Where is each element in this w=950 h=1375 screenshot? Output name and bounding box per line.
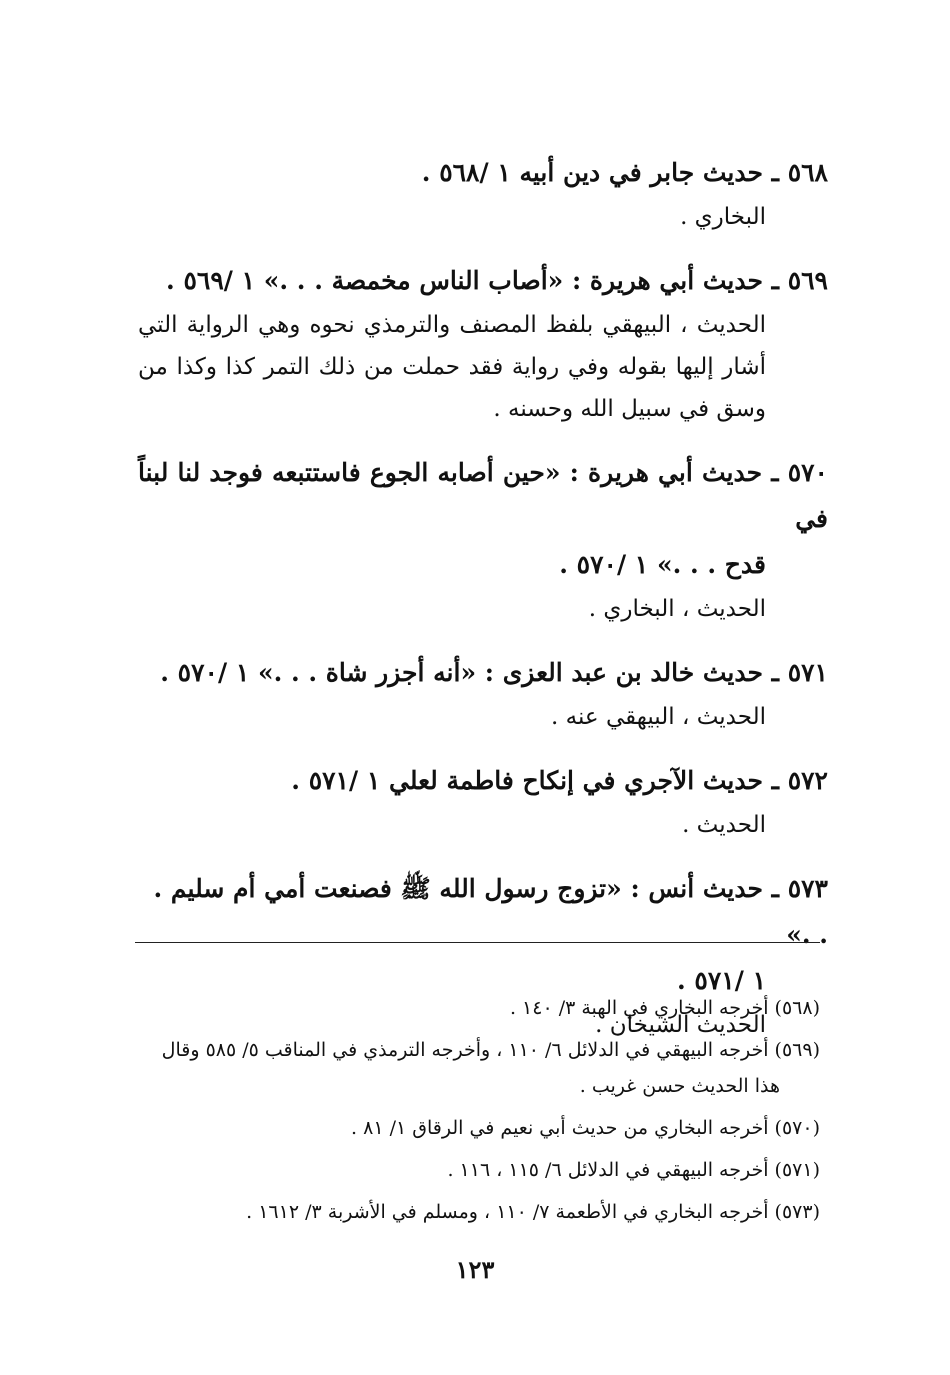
entry-heading-line1: ٥٧٣ ـ حديث أنس : «تزوج رسول الله ﷺ فصنعت أمي أم سليم . . .» — [153, 874, 828, 949]
footnote-divider — [135, 942, 820, 943]
footnote-568: (٥٦٨) أخرجه البخاري في الهبة ٣/ ١٤٠ . — [509, 997, 820, 1019]
entry-569 — [138, 258, 828, 430]
main-text — [138, 150, 828, 1066]
entry-571 — [138, 650, 828, 738]
entry-body: البخاري . — [680, 204, 766, 230]
page-number: ١٢٣ — [455, 1255, 495, 1284]
entry-body: الحديث ، البيهقي بلفظ المصنف والترمذي نحوه وهي الرواية التي أشار إليها بقوله وفي رواية فقد حملت من ذلك التمر كذا وكذا من وسق في سبيل الله وحسنه . — [138, 312, 766, 422]
footnote-570: (٥٧٠) أخرجه البخاري من حديث أبي نعيم في الرقاق ١/ ٨١ . — [351, 1117, 820, 1139]
entry-572 — [138, 758, 828, 846]
entry-heading-line1: ٥٧٠ ـ حديث أبي هريرة : «حين أصابه الجوع فاستتبعه فوجد لنا لبناً في — [138, 458, 828, 533]
entry-heading: ٥٦٩ ـ حديث أبي هريرة : «أصاب الناس مخمصة . . .» ١ /٥٦٩ . — [166, 266, 828, 295]
entry-568 — [138, 150, 828, 238]
footnote-571: (٥٧١) أخرجه البيهقي في الدلائل ٦/ ١١٥ ، ١١٦ . — [447, 1159, 820, 1181]
entry-heading — [138, 450, 828, 588]
entry-heading-line2: قدح . . .» ١ /٥٧٠ . — [559, 550, 766, 579]
entry-heading-line2: ١ /٥٧١ . — [677, 966, 766, 995]
entry-body: الحديث ، البخاري . — [588, 596, 766, 622]
entry-heading — [138, 866, 828, 1004]
entry-heading: ٥٧٢ ـ حديث الآجري في إنكاح فاطمة لعلي ١ /٥٧١ . — [291, 766, 828, 795]
entry-heading: ٥٦٨ ـ حديث جابر في دين أبيه ١ /٥٦٨ . — [421, 158, 828, 187]
footnote-line2: هذا الحديث حسن غريب . — [579, 1075, 780, 1097]
entry-heading: ٥٧١ ـ حديث خالد بن عبد العزى : «أنه أجزر شاة . . .» ١ /٥٧٠ . — [160, 658, 828, 687]
footnote-573: (٥٧٣) أخرجه البخاري في الأطعمة ٧/ ١١٠ ، ومسلم في الأشربة ٣/ ١٦١٢ . — [246, 1201, 820, 1223]
footnotes — [130, 990, 820, 1236]
footnote-569 — [130, 1032, 820, 1104]
entry-body: الحديث الشيخان . — [595, 1012, 766, 1038]
entry-body: الحديث . — [682, 812, 766, 838]
entry-570 — [138, 450, 828, 630]
entry-body: الحديث ، البيهقي عنه . — [551, 704, 766, 730]
footnote-line1: (٥٦٩) أخرجه البيهقي في الدلائل ٦/ ١١٠ ، وأخرجه الترمذي في المناقب ٥/ ٥٨٥ وقال — [161, 1039, 820, 1061]
